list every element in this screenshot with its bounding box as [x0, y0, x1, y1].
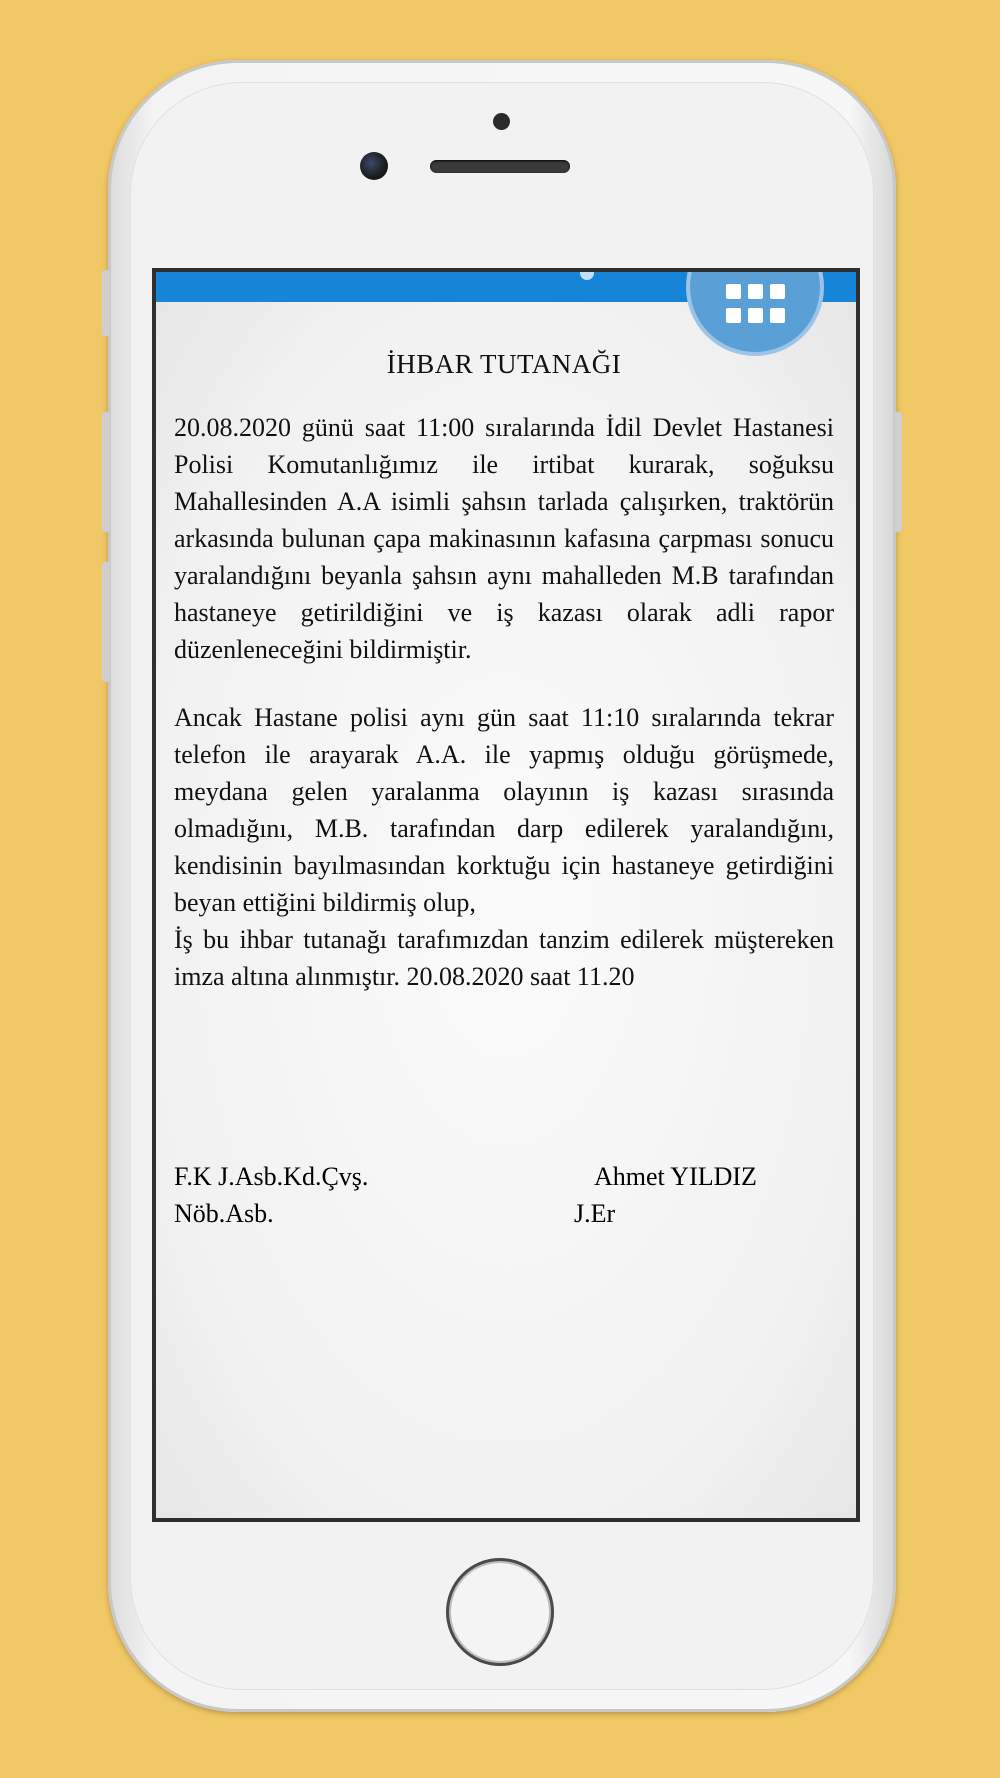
signature-left	[174, 1158, 368, 1232]
power-button	[894, 412, 902, 532]
document-title: İHBAR TUTANAĞI	[386, 349, 622, 379]
front-camera	[360, 152, 388, 180]
document-paper	[156, 302, 856, 1518]
home-button[interactable]	[446, 1558, 554, 1666]
paragraph-1: 20.08.2020 günü saat 11:00 sıralarında İdil Devlet Hastanesi Polisi Komutanlığımız ile irtibat kurarak, soğuksu Mahallesinden A.A isimli şahsın tarlada çalışırken, traktörün arkasında bulunan çapa makinasının kafasına çarpması sonucu yaralandığını beyanla şahsın aynı mahalleden M.B tarafından hastaneye getirildiğini ve iş kazası olarak adli rapor düzenleneceğini bildirmiştir.	[174, 413, 834, 664]
signature-left-rank: F.K J.Asb.Kd.Çvş.	[174, 1162, 369, 1191]
proximity-sensor	[493, 113, 510, 130]
signature-right	[574, 1158, 757, 1232]
mute-switch	[102, 270, 110, 336]
signature-right-role: J.Er	[574, 1199, 616, 1228]
volume-up-button	[102, 412, 110, 532]
status-glint	[580, 272, 594, 280]
phone-screen	[152, 268, 860, 1522]
volume-down-button	[102, 562, 110, 682]
paragraph-2: Ancak Hastane polisi aynı gün saat 11:10 sıralarında tekrar telefon ile arayarak A.A. ile yapmış olduğu görüşmede, meydana gelen yaralanma olayının iş kazası sırasında olmadığını, M.B. tarafından darp edilerek yaralandığını, kendisinin bayılmasından korktuğu için hastaneye getirdiğini beyan ettiğini bildirmiş olup,	[174, 703, 834, 917]
signature-right-name: Ahmet YILDIZ	[594, 1162, 757, 1191]
earpiece-speaker	[430, 160, 570, 173]
grid-menu-icon	[726, 284, 786, 326]
paragraph-3: İş bu ihbar tutanağı tarafımızdan tanzim edilerek müştereken imza altına alınmıştır. 20.08.2020 saat 11.20	[174, 925, 834, 991]
document-body	[174, 346, 834, 995]
signature-left-role: Nöb.Asb.	[174, 1199, 274, 1228]
